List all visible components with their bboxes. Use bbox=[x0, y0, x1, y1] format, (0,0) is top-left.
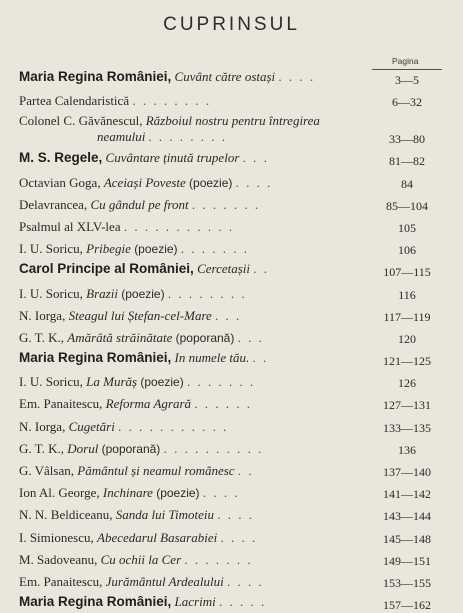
toc-author: N. N. Beldiceanu, bbox=[19, 507, 113, 523]
toc-entry-text bbox=[19, 463, 254, 478]
toc-author: G. T. K., bbox=[19, 440, 65, 456]
toc-page-range: 141—142 bbox=[383, 487, 431, 502]
toc-page-range: 117—119 bbox=[383, 309, 431, 324]
toc-page-range: 6—32 bbox=[392, 95, 422, 110]
toc-entry-text bbox=[19, 419, 228, 434]
toc-leader-dots: . . . . . bbox=[218, 594, 267, 610]
toc-genre: (poporană) bbox=[175, 330, 235, 345]
toc-author: G. Vâlsan, bbox=[19, 463, 75, 478]
toc-leader-dots: . . . . bbox=[235, 174, 273, 190]
toc-leader-dots: . . . . . . . bbox=[180, 241, 250, 257]
toc-leader-dots: . . . . bbox=[227, 573, 264, 589]
toc-author: I. U. Soricu, bbox=[19, 241, 83, 257]
toc-entry-text bbox=[19, 594, 266, 609]
toc-work-title: Aceiași Poveste bbox=[103, 174, 186, 190]
toc-entry bbox=[0, 170, 463, 192]
toc-page-range: 126 bbox=[398, 376, 416, 391]
toc-entry bbox=[0, 325, 463, 347]
toc-entry-text bbox=[19, 330, 264, 346]
toc-work-title: Sanda lui Timoteiu bbox=[115, 507, 214, 523]
toc-work-title: Cuvȃnt către ostași bbox=[174, 69, 276, 84]
toc-author: Colonel C. Găvănescul, bbox=[19, 113, 143, 129]
toc-work-title: Lacrimi bbox=[174, 594, 216, 610]
toc-entries bbox=[0, 66, 463, 613]
toc-entry-text bbox=[19, 308, 241, 323]
toc-entry-text bbox=[19, 552, 253, 567]
toc-work-title: Cugetări bbox=[68, 418, 115, 434]
toc-page-range: 127—131 bbox=[383, 398, 431, 413]
toc-entry-text bbox=[19, 197, 260, 212]
toc-entry bbox=[0, 436, 463, 458]
toc-entry bbox=[0, 281, 463, 303]
toc-page-range: 116 bbox=[398, 287, 416, 302]
toc-author: Em. Panaitescu, bbox=[19, 396, 103, 412]
toc-author: Partea Calendaristică bbox=[19, 93, 130, 109]
toc-work-title: Brazii bbox=[86, 285, 118, 301]
toc-work-title-cont: neamului . . . . . . . . bbox=[97, 129, 228, 145]
toc-author: I. U. Soricu, bbox=[19, 285, 83, 301]
toc-page-range: 153—155 bbox=[383, 575, 431, 590]
toc-work-title: Pămȃntul și neamul romȃnesc bbox=[77, 463, 235, 478]
toc-entry-text bbox=[19, 241, 249, 257]
toc-leader-dots: . . bbox=[253, 261, 270, 277]
toc-author: I. U. Soricu, bbox=[19, 374, 83, 390]
toc-entry bbox=[0, 502, 463, 524]
toc-genre: (poezie) bbox=[189, 175, 233, 190]
toc-leader-dots: . . . . . . . bbox=[186, 374, 256, 390]
toc-work-title: Amărâtă străinătate bbox=[67, 329, 173, 345]
toc-entry-text bbox=[19, 574, 264, 589]
toc-entry bbox=[0, 66, 463, 88]
toc-leader-dots: . . . . . . bbox=[194, 396, 253, 412]
toc-page-range: 84 bbox=[401, 176, 413, 191]
toc-page-range: 106 bbox=[398, 243, 416, 258]
toc-page-range: 157—162 bbox=[383, 598, 431, 613]
toc-work-title: Dorul bbox=[67, 440, 99, 456]
toc-leader-dots: . . . . bbox=[220, 529, 258, 545]
toc-page-range: 105 bbox=[398, 220, 416, 235]
toc-entry-text bbox=[19, 69, 315, 84]
toc-entry bbox=[0, 480, 463, 502]
toc-entry bbox=[0, 458, 463, 480]
toc-work-title: Cuvȃntare ținută trupelor bbox=[105, 150, 240, 166]
toc-entry bbox=[0, 414, 463, 436]
toc-author: N. Iorga, bbox=[19, 307, 66, 323]
toc-leader-dots: . . . . . . . . bbox=[167, 285, 247, 301]
toc-work-title: Pribegie bbox=[86, 241, 131, 257]
toc-work-title: Cu ochii la Cer bbox=[100, 551, 182, 567]
toc-author: N. Iorga, bbox=[19, 418, 66, 434]
toc-author: Carol Principe al Romȃniei, bbox=[19, 261, 194, 277]
toc-page-range: 3—5 bbox=[395, 73, 419, 87]
toc-leader-dots: . . . . bbox=[202, 485, 240, 501]
toc-work-title: La Murăș bbox=[86, 374, 138, 390]
toc-entry-text bbox=[19, 286, 247, 302]
toc-entry-text bbox=[19, 396, 252, 411]
toc-entry-text bbox=[19, 350, 268, 365]
toc-author: Psalmul al XLV-lea bbox=[19, 218, 121, 234]
toc-leader-dots: . . . . . . . . . . bbox=[163, 440, 264, 456]
toc-author: I. Simionescu, bbox=[19, 529, 94, 545]
toc-leader-dots: . . . . bbox=[278, 69, 316, 84]
toc-leader-dots: . . . . . . . . . . . bbox=[118, 418, 229, 434]
toc-genre: (poporană) bbox=[101, 441, 161, 456]
toc-page-range: 133—135 bbox=[383, 420, 431, 435]
toc-entry bbox=[0, 88, 463, 110]
toc-entry bbox=[0, 547, 463, 569]
toc-entry bbox=[0, 569, 463, 591]
toc-entry-text bbox=[19, 374, 255, 390]
toc-entry-text bbox=[19, 261, 269, 276]
toc-leader-dots: . . . . bbox=[217, 507, 254, 523]
toc-author: Em. Panaitescu, bbox=[19, 573, 103, 589]
toc-leader-dots: . . . . . . . bbox=[184, 551, 253, 567]
toc-entry bbox=[0, 591, 463, 613]
toc-entry-text bbox=[19, 530, 257, 545]
toc-entry bbox=[0, 369, 463, 391]
toc-author: G. T. K., bbox=[19, 329, 65, 345]
toc-entry bbox=[0, 214, 463, 236]
toc-leader-dots: . . . bbox=[215, 307, 242, 323]
toc-entry bbox=[0, 525, 463, 547]
page-title: CUPRINSUL bbox=[163, 14, 300, 35]
toc-work-title: Steagul lui Ștefan-cel-Mare bbox=[68, 307, 212, 323]
toc-page-range: 145—148 bbox=[383, 531, 431, 546]
toc-entry-text bbox=[19, 485, 240, 501]
toc-leader-dots: . . bbox=[252, 350, 269, 366]
toc-page-range: 81—82 bbox=[389, 154, 425, 169]
toc-author: Octavian Goga, bbox=[19, 174, 101, 190]
toc-page-range: 33—80 bbox=[389, 132, 425, 147]
toc-page-range: 107—115 bbox=[383, 265, 431, 280]
toc-work-title: Reforma Agrară bbox=[105, 396, 192, 412]
toc-work-title: Războiul nostru pentru întregirea bbox=[145, 113, 320, 129]
toc-page-range: 121—125 bbox=[383, 354, 431, 369]
toc-page-range: 120 bbox=[398, 331, 416, 346]
toc-entry-text bbox=[19, 507, 254, 522]
pagina-column-label: Pagina bbox=[392, 56, 419, 66]
toc-work-title: Abecedarul Basarabiei bbox=[97, 529, 218, 545]
toc-leader-dots: . . . . . . . . bbox=[148, 129, 228, 145]
toc-author: Maria Regina Romȃniei, bbox=[19, 350, 172, 366]
toc-entry-text bbox=[19, 150, 269, 165]
toc-entry bbox=[0, 347, 463, 369]
toc-author: Maria Regina Romȃniei, bbox=[19, 594, 172, 610]
toc-author: Maria Regina Romȃniei, bbox=[19, 69, 172, 84]
toc-genre: (poezie) bbox=[134, 242, 178, 257]
toc-page-range: 85—104 bbox=[386, 198, 428, 213]
toc-page-range: 149—151 bbox=[383, 553, 431, 568]
toc-leader-dots: . . . . . . . . . . . bbox=[123, 218, 235, 234]
toc-entry-text bbox=[19, 219, 234, 234]
toc-leader-dots: . . bbox=[237, 463, 254, 478]
toc-entry bbox=[0, 258, 463, 280]
toc-entry bbox=[0, 192, 463, 214]
toc-work-title: In numele tău. bbox=[174, 350, 250, 366]
toc-page-range: 143—144 bbox=[383, 509, 431, 524]
toc-work-title: Cu gȃndul pe front bbox=[90, 196, 189, 212]
toc-author: M. S. Regele, bbox=[19, 150, 103, 166]
toc-entry bbox=[0, 110, 463, 147]
toc-author: Ion Al. George, bbox=[19, 485, 100, 501]
toc-entry-text bbox=[19, 93, 211, 108]
toc-leader-dots: . . . bbox=[242, 150, 269, 166]
toc-work-title: Jurămȃntul Ardealului bbox=[105, 573, 224, 589]
toc-work-title: Cercetașii bbox=[197, 261, 251, 277]
toc-entry bbox=[0, 303, 463, 325]
toc-entry bbox=[0, 147, 463, 169]
toc-page-range: 136 bbox=[398, 442, 416, 457]
toc-work-title: Inchinare bbox=[102, 485, 153, 501]
toc-genre: (poezie) bbox=[156, 486, 200, 501]
toc-author: M. Sadoveanu, bbox=[19, 551, 98, 567]
toc-genre: (poezie) bbox=[121, 286, 165, 301]
toc-entry-text bbox=[19, 441, 263, 457]
toc-entry-text bbox=[19, 175, 272, 191]
toc-page-range: 137—140 bbox=[383, 465, 431, 479]
toc-entry bbox=[0, 236, 463, 258]
toc-entry bbox=[0, 391, 463, 413]
toc-genre: (poezie) bbox=[140, 375, 184, 390]
toc-leader-dots: . . . . . . . . bbox=[132, 93, 212, 109]
toc-author: Delavrancea, bbox=[19, 196, 88, 212]
toc-leader-dots: . . . . . . . bbox=[191, 196, 261, 212]
toc-leader-dots: . . . bbox=[237, 329, 264, 345]
